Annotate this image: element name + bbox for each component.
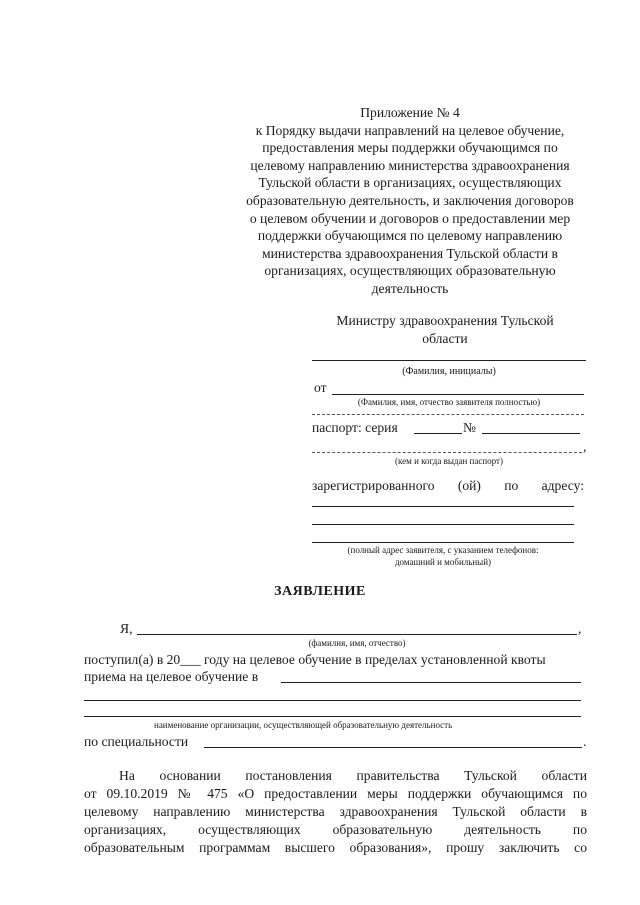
registered-word: зарегистрированного bbox=[312, 478, 435, 493]
statement-title: ЗАЯВЛЕНИЕ bbox=[274, 584, 366, 599]
addressee-line-1: Министру здравоохранения Тульской bbox=[336, 313, 554, 328]
appendix-line: о целевом обучении и договоров о предоставлении мер bbox=[249, 210, 571, 226]
organization-line-2[interactable] bbox=[84, 700, 581, 701]
org-hint: наименование организации, осуществляющей образовательную деятельность bbox=[154, 720, 453, 730]
registered-row bbox=[312, 477, 584, 495]
i-comma: , bbox=[578, 621, 582, 636]
passport-label: паспорт: серия bbox=[312, 420, 398, 435]
organization-field[interactable] bbox=[281, 682, 581, 683]
i-label: Я, bbox=[120, 621, 133, 636]
body-line: организациях, осуществляющих образовательную деятельность по bbox=[84, 822, 587, 837]
passport-issued-line[interactable] bbox=[312, 452, 582, 453]
passport-number-field[interactable] bbox=[482, 433, 580, 434]
body-line: На основании постановления правительства Тульской области bbox=[119, 768, 587, 783]
registered-word: адресу: bbox=[541, 478, 584, 493]
registered-word: (ой) bbox=[457, 478, 481, 493]
issued-hint: (кем и когда выдан паспорт) bbox=[394, 456, 503, 466]
address-line-2[interactable] bbox=[312, 524, 574, 525]
enrolled-line-1: поступил(а) в 20___ году на целевое обучение в пределах установленной квоты bbox=[84, 652, 546, 667]
from-label: от bbox=[314, 380, 327, 395]
appendix-line: целевому направлению министерства здравоохранения bbox=[250, 157, 570, 173]
passport-series-field[interactable] bbox=[414, 433, 462, 434]
address-line-3[interactable] bbox=[312, 542, 574, 543]
applicant-line-2[interactable] bbox=[312, 414, 584, 415]
address-line-1[interactable] bbox=[312, 506, 574, 507]
fio-hint: (Фамилия, инициалы) bbox=[402, 366, 496, 377]
appendix-line: к Порядку выдачи направлений на целевое обучение, bbox=[255, 122, 565, 138]
appendix-line: организациях, осуществляющих образовательную bbox=[264, 263, 556, 279]
applicant-hint: (Фамилия, имя, отчество заявителя полностью) bbox=[357, 397, 541, 407]
enrolled-line-2: приема на целевое обучение в bbox=[84, 669, 259, 684]
appendix-header bbox=[230, 104, 590, 298]
name-hint: (фамилия, имя, отчество) bbox=[308, 638, 406, 648]
addressee-line-2: области bbox=[422, 331, 468, 346]
specialty-dot: . bbox=[583, 734, 587, 749]
appendix-line: предоставления меры поддержки обучающимся по bbox=[262, 140, 558, 156]
body-line: целевому направлению министерства здравоохранения Тульской области в bbox=[84, 804, 587, 819]
fio-line[interactable] bbox=[312, 360, 586, 361]
specialty-field[interactable] bbox=[204, 747, 582, 748]
organization-line-3[interactable] bbox=[84, 716, 581, 717]
full-name-field[interactable] bbox=[137, 634, 577, 635]
passport-comma: , bbox=[583, 439, 587, 454]
address-hint-2: домашний и мобильный) bbox=[394, 557, 492, 567]
appendix-line: поддержки обучающимся по целевому направлению bbox=[257, 228, 563, 244]
appendix-number: Приложение № 4 bbox=[360, 105, 460, 120]
appendix-line: министерства здравоохранения Тульской области в bbox=[262, 245, 558, 261]
appendix-line: деятельность bbox=[371, 280, 449, 296]
appendix-line: Тульской области в организациях, осуществляющих bbox=[258, 175, 562, 191]
appendix-line: образовательную деятельность, и заключения договоров bbox=[246, 192, 574, 208]
address-hint-1: (полный адрес заявителя, с указанием телефонов: bbox=[347, 545, 539, 555]
body-line: от 09.10.2019 № 475 «О предоставлении меры поддержки обучающимся по bbox=[84, 786, 587, 801]
passport-number-label: № bbox=[463, 420, 476, 435]
specialty-label: по специальности bbox=[84, 734, 189, 749]
registered-word: по bbox=[504, 478, 519, 493]
body-line: образовательным программам высшего образования», прошу заключить со bbox=[84, 840, 587, 855]
applicant-line[interactable] bbox=[332, 394, 584, 395]
